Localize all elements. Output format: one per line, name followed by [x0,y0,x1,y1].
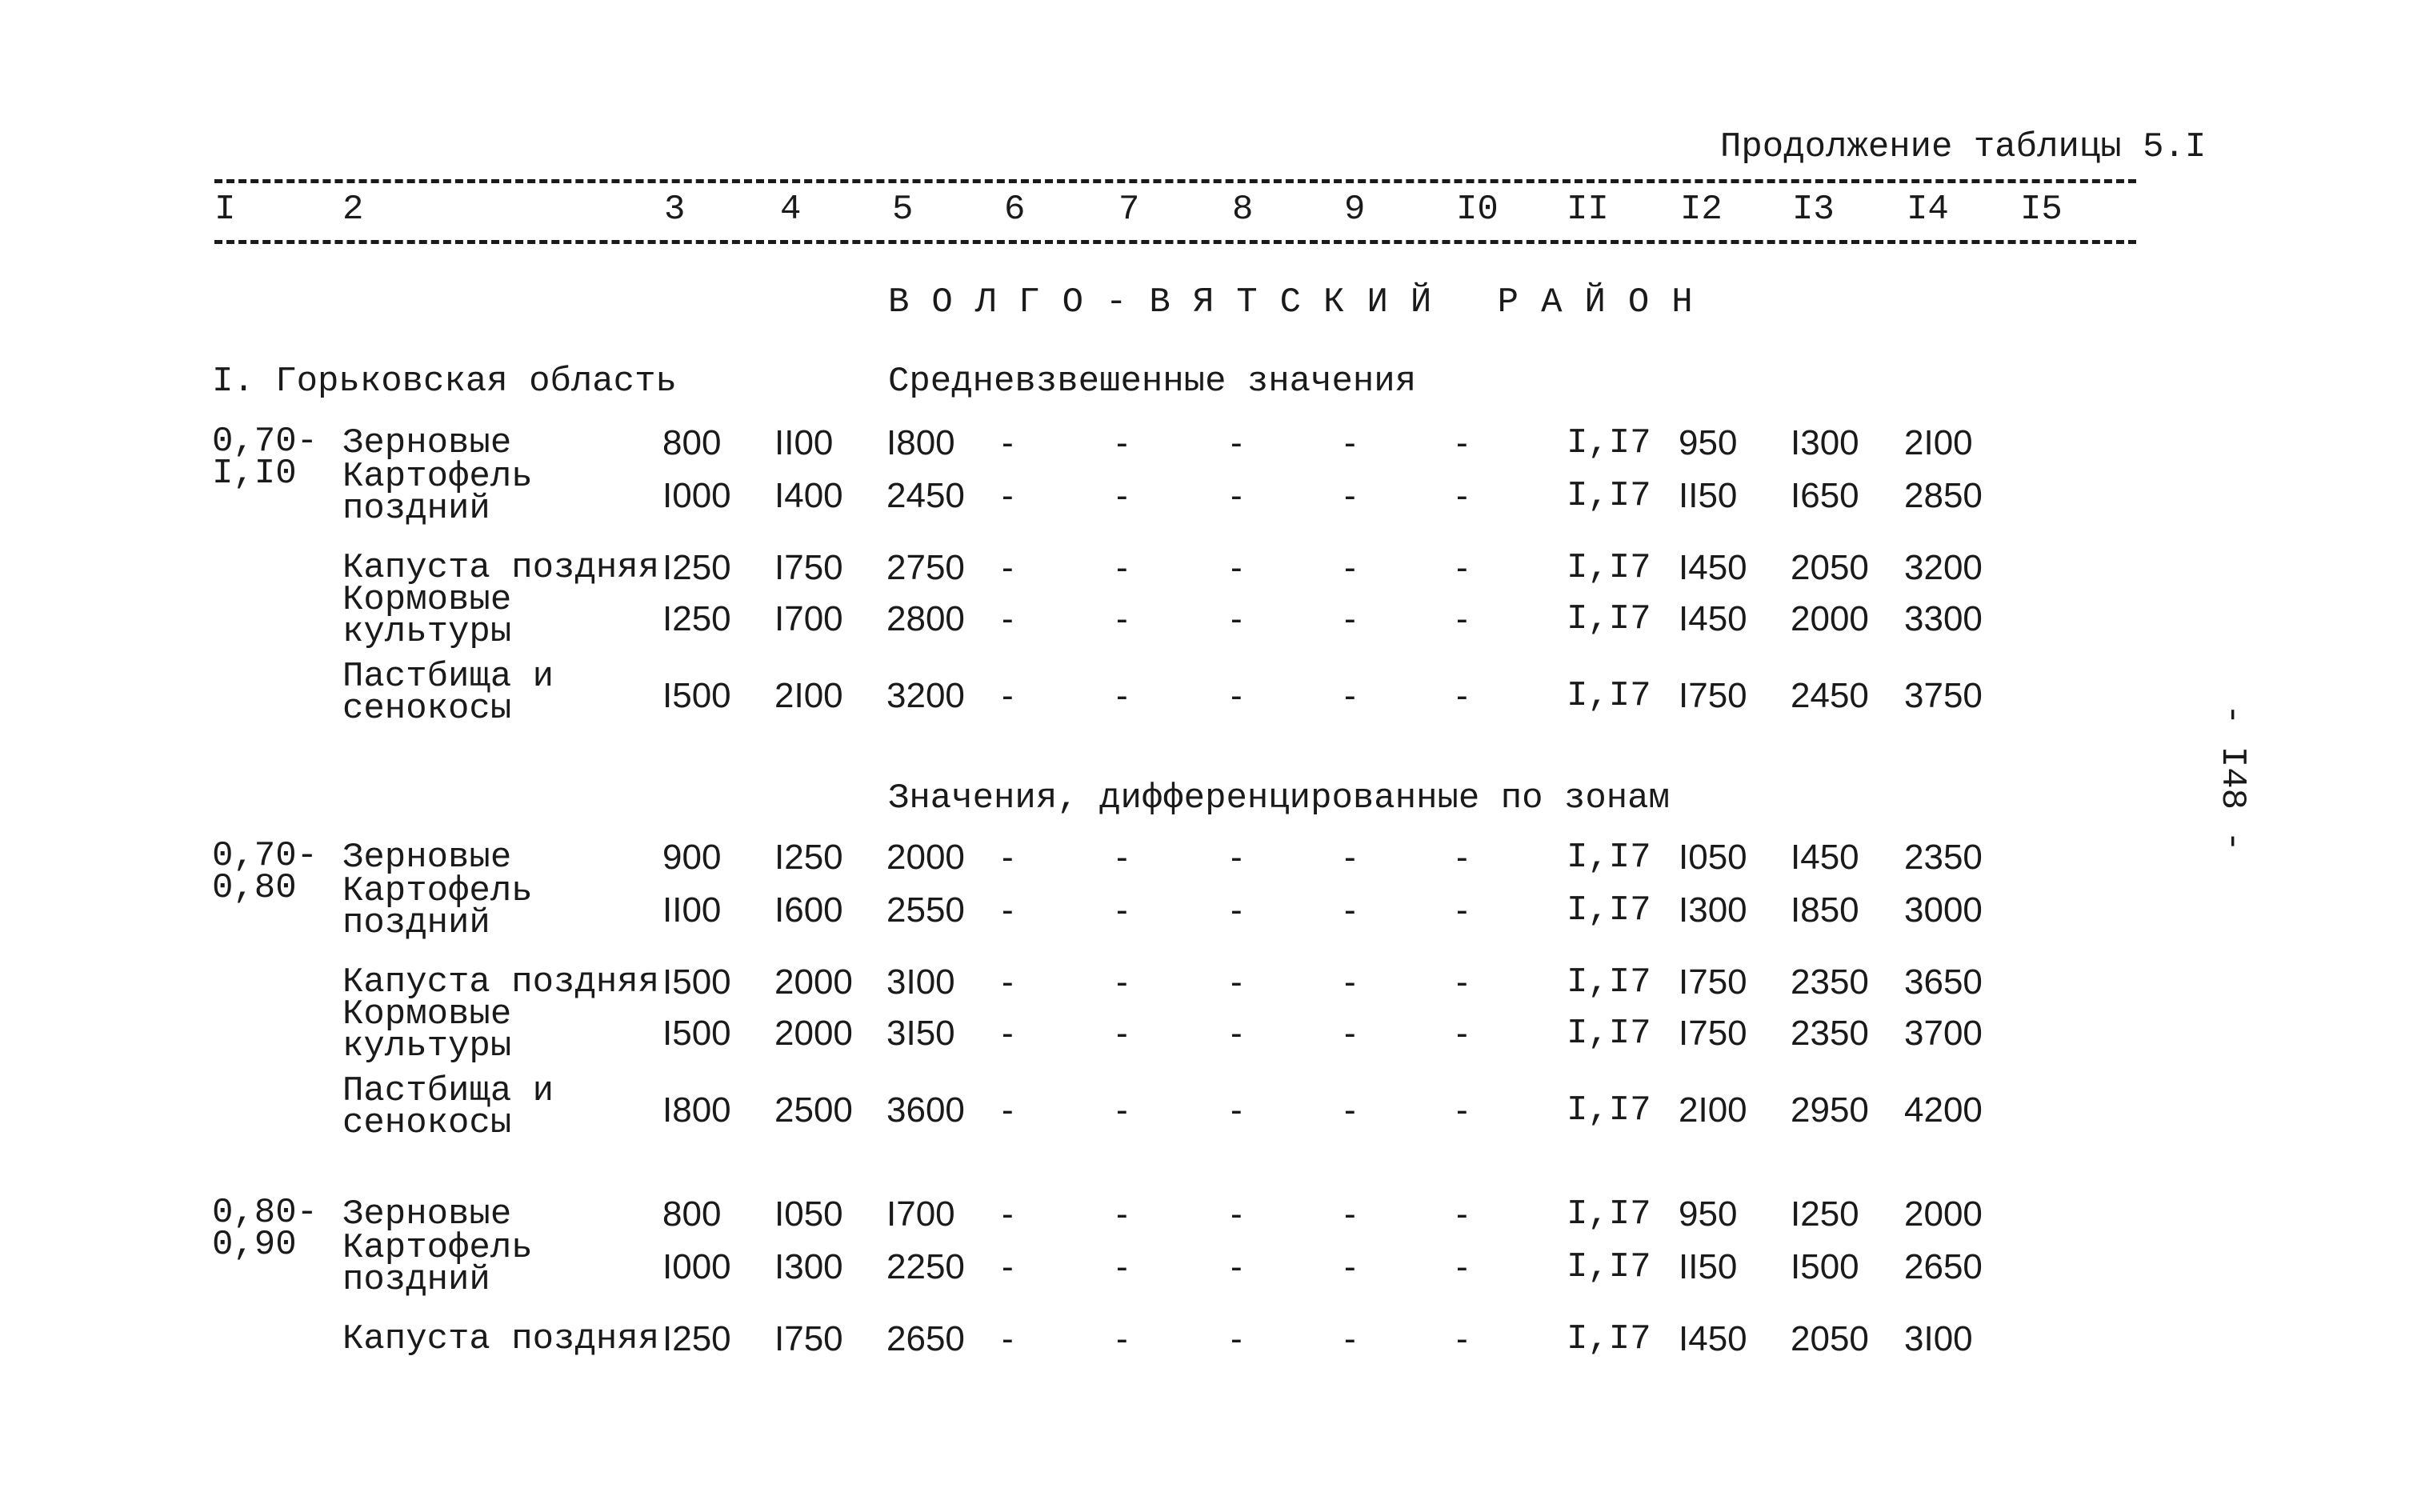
table-cell-c9: - [1344,423,1356,462]
table-cell-c4: I750 [774,1319,843,1358]
table-cell-c5: I700 [886,1194,955,1234]
table-cell-c5: 2800 [886,599,965,638]
crop-name: Картофель поздний [342,457,533,530]
table-cell-c3: 800 [662,423,722,462]
table-cell-c12: II50 [1679,476,1738,515]
table-cell-c3: I250 [662,599,731,638]
crop-name: Кормовые культуры [342,580,512,653]
table-cell-c10: - [1456,676,1468,715]
table-cell-c13: 2350 [1791,1014,1869,1053]
table-cell-c6: - [1002,1319,1014,1358]
table-cell-c5: 2750 [886,548,965,587]
table-cell-c8: - [1231,1247,1243,1286]
table-cell-c3: 800 [662,1194,722,1234]
crop-name: Капуста поздняя [342,962,660,1002]
table-cell-c9: - [1344,548,1356,587]
table-cell-c3: II00 [662,890,722,930]
table-cell-c12: I750 [1679,1014,1747,1053]
table-cell-c13: 2950 [1791,1090,1869,1130]
column-header-13: I3 [1792,190,1835,230]
crop-name: Пастбища и сенокосы [342,1071,554,1144]
table-cell-c8: - [1231,548,1243,587]
table-cell-c11: I,I7 [1567,1319,1651,1359]
table-cell-c8: - [1231,476,1243,515]
table-cell-c5: 3I50 [886,1014,955,1053]
header-bottom-rule [214,240,2136,244]
table-cell-c13: I300 [1791,423,1859,462]
table-cell-c13: 2450 [1791,676,1869,715]
table-cell-c6: - [1002,599,1014,638]
column-header-15: I5 [2020,190,2063,230]
table-cell-c3: I500 [662,1014,731,1053]
table-cell-c4: I400 [774,476,843,515]
table-cell-c13: I650 [1791,476,1859,515]
table-cell-c5: 2650 [886,1319,965,1358]
table-cell-c14: 2000 [1904,1194,1983,1234]
table-cell-c11: I,I7 [1567,962,1651,1002]
table-cell-c7: - [1116,599,1128,638]
crop-name: Капуста поздняя [342,548,660,588]
table-cell-c9: - [1344,838,1356,877]
table-cell-c8: - [1231,1194,1243,1234]
coefficient-range: 0,80- 0,90 [212,1193,318,1266]
table-cell-c11: I,I7 [1567,1090,1651,1130]
table-cell-c4: I600 [774,890,843,930]
table-cell-c9: - [1344,1247,1356,1286]
table-cell-c7: - [1116,423,1128,462]
table-cell-c6: - [1002,890,1014,930]
table-cell-c14: 3I00 [1904,1319,1973,1358]
section-title-weighted: Средневзвешенные значения [888,362,1417,402]
table-cell-c5: 2000 [886,838,965,877]
table-cell-c13: I850 [1791,890,1859,930]
table-cell-c6: - [1002,1247,1014,1286]
table-cell-c10: - [1456,962,1468,1002]
table-cell-c3: 900 [662,838,722,877]
table-cell-c14: 3300 [1904,599,1983,638]
table-cell-c11: I,I7 [1567,676,1651,716]
table-cell-c4: I250 [774,838,843,877]
table-cell-c8: - [1231,890,1243,930]
table-cell-c12: I750 [1679,676,1747,715]
table-cell-c12: 950 [1679,1194,1738,1234]
table-cell-c8: - [1231,1319,1243,1358]
table-cell-c14: 3700 [1904,1014,1983,1053]
table-cell-c7: - [1116,1319,1128,1358]
table-cell-c10: - [1456,1247,1468,1286]
table-cell-c3: I250 [662,548,731,587]
table-cell-c3: I800 [662,1090,731,1130]
column-header-6: 6 [1004,190,1026,230]
table-cell-c4: I750 [774,548,843,587]
column-header-2: 2 [342,190,364,230]
table-cell-c8: - [1231,838,1243,877]
column-header-8: 8 [1232,190,1254,230]
table-cell-c9: - [1344,890,1356,930]
table-cell-c11: I,I7 [1567,1014,1651,1054]
table-cell-c11: I,I7 [1567,423,1651,463]
table-cell-c4: 2500 [774,1090,853,1130]
table-cell-c13: I250 [1791,1194,1859,1234]
table-cell-c9: - [1344,676,1356,715]
table-cell-c5: 2250 [886,1247,965,1286]
crop-name: Капуста поздняя [342,1319,660,1359]
table-cell-c6: - [1002,676,1014,715]
table-cell-c4: II00 [774,423,834,462]
table-cell-c3: I250 [662,1319,731,1358]
column-header-4: 4 [780,190,802,230]
table-cell-c10: - [1456,599,1468,638]
table-cell-c12: I050 [1679,838,1747,877]
table-cell-c9: - [1344,962,1356,1002]
coefficient-range: 0,70- 0,80 [212,836,318,909]
table-cell-c12: I300 [1679,890,1747,930]
table-cell-c10: - [1456,1014,1468,1053]
table-cell-c6: - [1002,838,1014,877]
column-header-1: I [214,190,236,230]
oblast-heading: I. Горьковская область [212,362,677,402]
table-cell-c11: I,I7 [1567,548,1651,588]
table-cell-c14: 2350 [1904,838,1983,877]
table-cell-c7: - [1116,962,1128,1002]
table-cell-c5: 3200 [886,676,965,715]
table-cell-c6: - [1002,1090,1014,1130]
table-cell-c13: 2350 [1791,962,1869,1002]
table-cell-c9: - [1344,1014,1356,1053]
table-cell-c5: 2550 [886,890,965,930]
table-cell-c13: 2050 [1791,548,1869,587]
column-header-5: 5 [892,190,914,230]
table-cell-c11: I,I7 [1567,890,1651,930]
table-cell-c7: - [1116,1194,1128,1234]
table-cell-c3: I000 [662,476,731,515]
table-cell-c4: 2I00 [774,676,843,715]
table-cell-c4: 2000 [774,1014,853,1053]
table-cell-c10: - [1456,423,1468,462]
table-cell-c14: 3000 [1904,890,1983,930]
crop-name: Кормовые культуры [342,994,512,1067]
table-cell-c11: I,I7 [1567,838,1651,878]
section-title-zonal: Значения, дифференцированные по зонам [888,778,1670,818]
table-cell-c14: 2650 [1904,1247,1983,1286]
table-cell-c10: - [1456,1319,1468,1358]
table-cell-c14: 3200 [1904,548,1983,587]
table-cell-c3: I000 [662,1247,731,1286]
table-cell-c7: - [1116,838,1128,877]
table-cell-c7: - [1116,1247,1128,1286]
column-header-7: 7 [1118,190,1140,230]
table-cell-c10: - [1456,838,1468,877]
crop-name: Зерновые [342,1194,512,1234]
table-continuation-label: Продолжение таблицы 5.I [1720,127,2207,167]
table-cell-c11: I,I7 [1567,599,1651,639]
column-header-9: 9 [1344,190,1366,230]
table-cell-c6: - [1002,548,1014,587]
table-cell-c4: I700 [774,599,843,638]
table-cell-c9: - [1344,1194,1356,1234]
coefficient-range: 0,70- I,I0 [212,422,318,494]
crop-name: Пастбища и сенокосы [342,657,554,730]
table-cell-c12: I450 [1679,548,1747,587]
table-cell-c14: 4200 [1904,1090,1983,1130]
table-cell-c12: I450 [1679,1319,1747,1358]
table-cell-c5: 3600 [886,1090,965,1130]
table-cell-c12: I750 [1679,962,1747,1002]
table-cell-c14: 3650 [1904,962,1983,1002]
column-header-14: I4 [1907,190,1949,230]
table-cell-c6: - [1002,962,1014,1002]
table-cell-c6: - [1002,1194,1014,1234]
table-cell-c8: - [1231,676,1243,715]
table-cell-c10: - [1456,548,1468,587]
table-cell-c8: - [1231,599,1243,638]
table-cell-c13: 2050 [1791,1319,1869,1358]
table-cell-c13: I450 [1791,838,1859,877]
table-cell-c4: I050 [774,1194,843,1234]
table-cell-c13: I500 [1791,1247,1859,1286]
region-heading: ВОЛГО-ВЯТСКИЙ РАЙОН [888,282,1715,322]
table-cell-c7: - [1116,1014,1128,1053]
table-cell-c9: - [1344,1090,1356,1130]
crop-name: Зерновые [342,838,512,878]
table-cell-c10: - [1456,1090,1468,1130]
table-cell-c14: 2850 [1904,476,1983,515]
table-cell-c5: 2450 [886,476,965,515]
table-cell-c14: 3750 [1904,676,1983,715]
table-cell-c12: 2I00 [1679,1090,1747,1130]
table-cell-c8: - [1231,962,1243,1002]
table-cell-c9: - [1344,1319,1356,1358]
table-cell-c12: 950 [1679,423,1738,462]
table-cell-c6: - [1002,1014,1014,1053]
column-header-12: I2 [1680,190,1723,230]
table-cell-c8: - [1231,1090,1243,1130]
table-cell-c5: 3I00 [886,962,955,1002]
table-cell-c14: 2I00 [1904,423,1973,462]
table-cell-c8: - [1231,1014,1243,1053]
table-cell-c12: I450 [1679,599,1747,638]
crop-name: Картофель поздний [342,1228,533,1301]
table-cell-c6: - [1002,423,1014,462]
header-top-rule [214,179,2136,183]
table-cell-c3: I500 [662,676,731,715]
table-cell-c8: - [1231,423,1243,462]
table-cell-c7: - [1116,890,1128,930]
crop-name: Зерновые [342,423,512,463]
column-header-11: II [1567,190,1609,230]
table-cell-c11: I,I7 [1567,1194,1651,1234]
table-cell-c4: 2000 [774,962,853,1002]
table-cell-c7: - [1116,1090,1128,1130]
table-cell-c10: - [1456,476,1468,515]
table-cell-c10: - [1456,890,1468,930]
table-cell-c7: - [1116,476,1128,515]
table-cell-c10: - [1456,1194,1468,1234]
column-header-10: I0 [1456,190,1499,230]
table-cell-c4: I300 [774,1247,843,1286]
table-cell-c13: 2000 [1791,599,1869,638]
page-number: - I48 - [2212,704,2252,852]
table-cell-c5: I800 [886,423,955,462]
table-cell-c7: - [1116,676,1128,715]
table-cell-c9: - [1344,476,1356,515]
table-cell-c11: I,I7 [1567,476,1651,516]
column-header-3: 3 [664,190,686,230]
table-cell-c9: - [1344,599,1356,638]
table-cell-c11: I,I7 [1567,1247,1651,1287]
crop-name: Картофель поздний [342,871,533,944]
table-cell-c6: - [1002,476,1014,515]
table-cell-c12: II50 [1679,1247,1738,1286]
table-cell-c3: I500 [662,962,731,1002]
table-cell-c7: - [1116,548,1128,587]
